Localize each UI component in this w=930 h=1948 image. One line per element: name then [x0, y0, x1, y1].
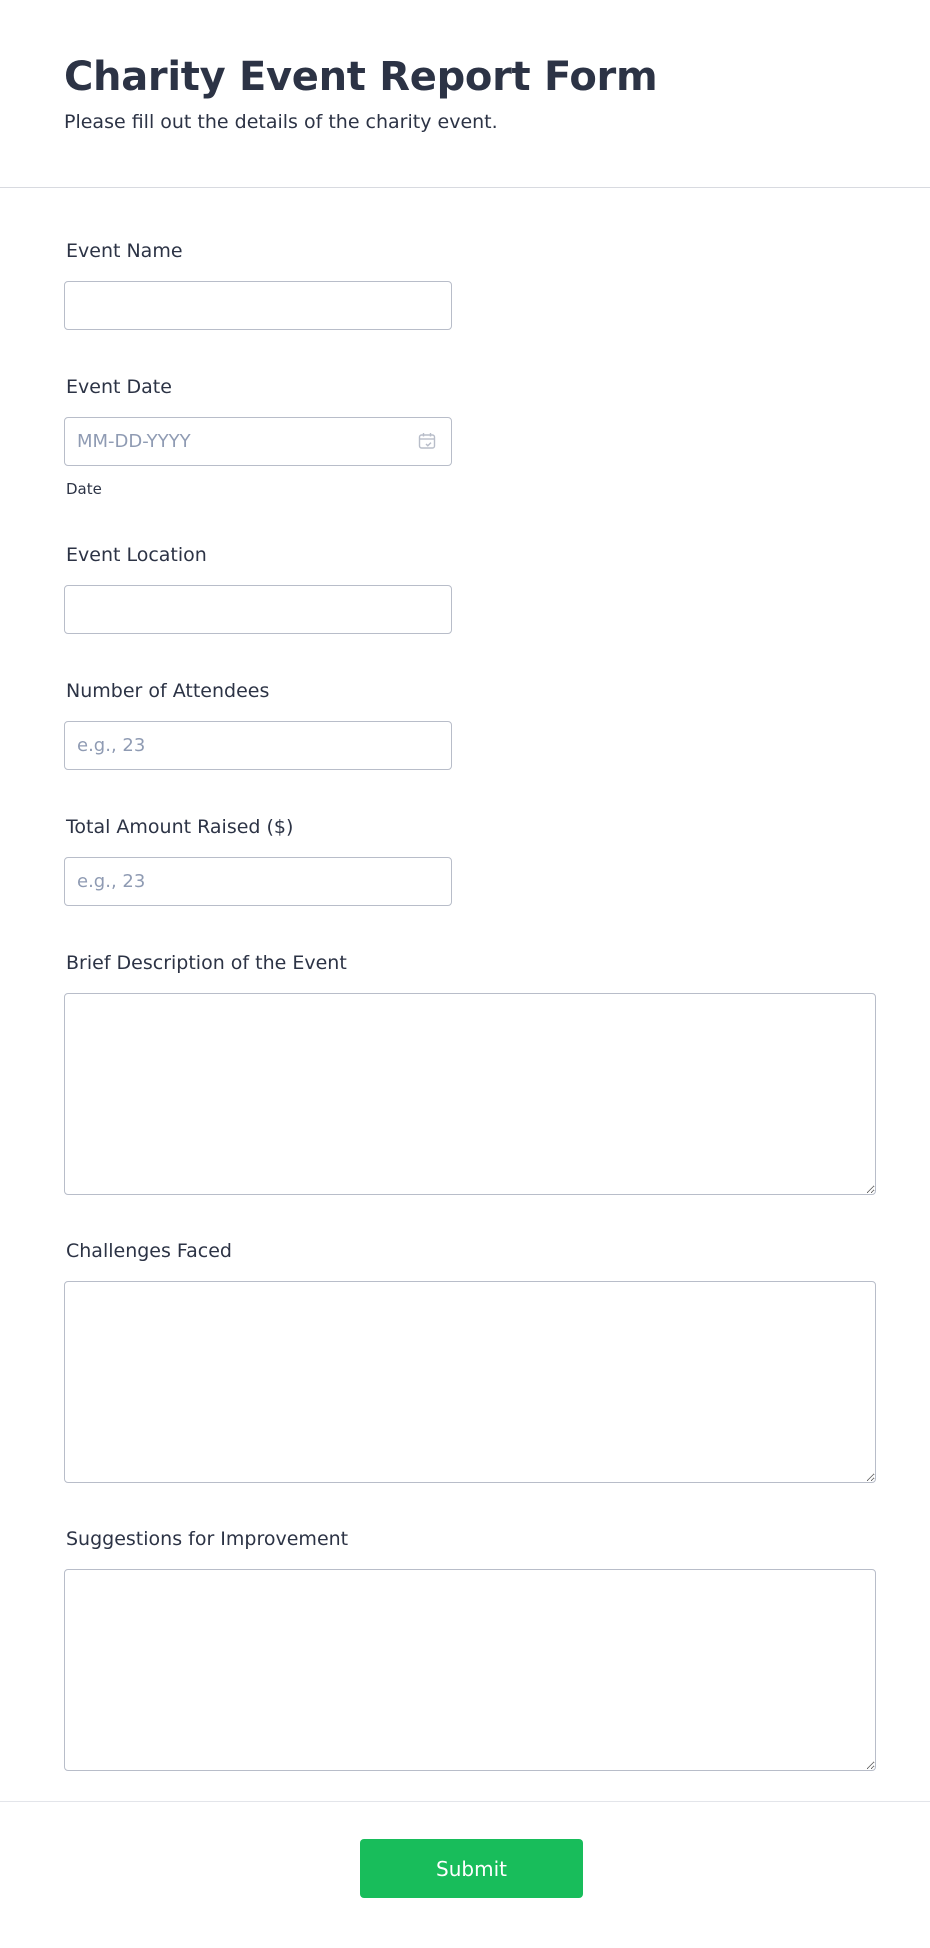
challenges-textarea[interactable]: [64, 1281, 876, 1483]
event-name-label: Event Name: [66, 240, 183, 262]
challenges-label: Challenges Faced: [66, 1240, 232, 1262]
event-date-sublabel: Date: [66, 480, 102, 498]
amount-raised-input[interactable]: [64, 857, 452, 906]
event-date-input[interactable]: [64, 417, 452, 466]
amount-raised-label: Total Amount Raised ($): [66, 816, 294, 838]
form-header: [0, 0, 930, 188]
suggestions-label: Suggestions for Improvement: [66, 1528, 349, 1550]
event-date-label: Event Date: [66, 376, 172, 398]
description-textarea[interactable]: [64, 993, 876, 1195]
event-name-input[interactable]: [64, 281, 452, 330]
attendees-input[interactable]: [64, 721, 452, 770]
form-subtitle: Please fill out the details of the charity event.: [64, 111, 498, 133]
event-location-input[interactable]: [64, 585, 452, 634]
suggestions-textarea[interactable]: [64, 1569, 876, 1771]
form-title: Charity Event Report Form: [64, 54, 658, 100]
attendees-label: Number of Attendees: [66, 680, 270, 702]
footer-divider: [0, 1801, 930, 1802]
submit-button[interactable]: Submit: [360, 1839, 583, 1898]
description-label: Brief Description of the Event: [66, 952, 347, 974]
calendar-icon[interactable]: [418, 432, 436, 450]
event-location-label: Event Location: [66, 544, 207, 566]
